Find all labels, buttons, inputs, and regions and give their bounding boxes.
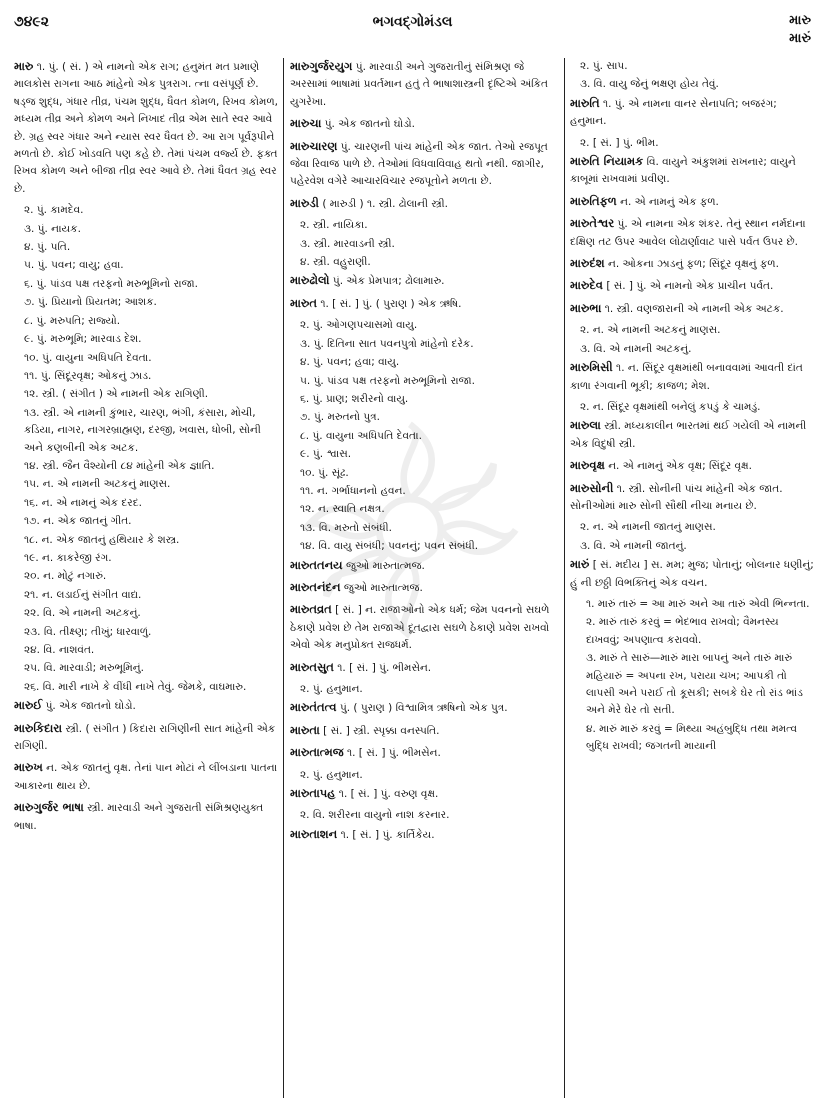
headword: મારુખ xyxy=(14,760,43,775)
definition-text: પું. એક જાતનો ઘોડો. xyxy=(324,118,415,131)
definition-text: પું. ( પુરાણ ) વિશ્વામિત્ર ઋષિનો એક પુત્ર. xyxy=(339,702,508,715)
dictionary-entry xyxy=(570,417,815,453)
sense-line: ૩. પું. નાયક. xyxy=(24,222,81,235)
definition-text: વિ. વાયુને અંકુશમાં રાખનાર; વાયુને કાબૂમાં રાખવામાં પ્રવીણ. xyxy=(570,156,796,186)
headword: મારુઈ xyxy=(14,698,43,713)
definition-text: [ સં. ] ન. રાજાઓનો એક ધર્મ; જેમ પવનનો સઘળે ઠેકાણે પ્રવેશ છે તેમ રાજાએ દૂતદ્વારા સઘળે ઠેકાણે પ્રવેશ રાખવો એવો એક મનુપ્રોક્ત રાજધર્મ. xyxy=(290,604,550,652)
sense-line: ૧૦. પું. સૂંઢ. xyxy=(300,466,349,479)
headword: મારુતાપહ xyxy=(290,786,336,801)
column-2 xyxy=(290,58,560,1102)
sense-line: ૧૩. વિ. મરુતો સંબંધી. xyxy=(300,521,393,534)
definition-text: ૧. [ સં. ] પું. વરુણ વૃક્ષ. xyxy=(338,788,439,801)
sense-line: ૧૩. સ્ત્રી. એ નામની કુંભાર, ચારણ, ભંગી, કંસારા, મોચી, કડિયા, નાગર, નાગરબ્રાહ્મણ, દરજી, ખવાસ, ધોબી, સોની અને કણબીની એક અટક. xyxy=(24,406,261,454)
sense-line: ૪. પું. પવન; હવા; વાયુ. xyxy=(300,356,400,369)
sense-line: ૩. વિ. એ નામની જાતનું. xyxy=(580,539,687,552)
headword: મારુતિફળ xyxy=(570,193,617,208)
definition-text: સ્ત્રી. ( સંગીત ) કિદારા રાગિણીની સાત માંહેની એક રાગિણી. xyxy=(14,722,276,753)
definition-text: ૧. [ સં. ] પું. ભીમસેન. xyxy=(337,661,432,674)
definition-text: [ સં. મદીય ] સ. મમ; મુજ; પોતાનું; બોલનાર ધણીનું; હું ની છઠ્ઠી વિભક્તિનું એક વચન. xyxy=(570,559,814,589)
dictionary-entry xyxy=(290,579,560,597)
dictionary-entry xyxy=(570,457,815,475)
definition-text: ૧. [ સં. ] પું. કાર્તિકેય. xyxy=(340,828,435,841)
sense-line: ૨૨. વિ. એ નામની અટકનું. xyxy=(24,607,141,620)
dictionary-entry xyxy=(290,557,560,575)
dictionary-entry xyxy=(570,95,815,131)
sense-line: ૨૩. વિ. તીક્ષ્ણ; તીખું; ધારવાળું. xyxy=(24,625,152,638)
sense-line: ૨. પું. હનુમાન. xyxy=(300,683,363,695)
dictionary-entry xyxy=(570,359,815,395)
definition-text: સ્ત્રી. મારવાડી અને ગુજરાતી સંમિશ્રણયુક્ત ભાષા. xyxy=(14,802,264,832)
definition-text: પું. એ નામના એક શંકર. તેનું સ્થાન નર્મદાના દક્ષિણ તટ ઉપર આવેલ લોઢાર્ણાવાટ પાસે પર્વત ઉપર છે. xyxy=(570,218,806,248)
sense-line: ૧૪. સ્ત્રી. જૈન વૈશ્યોની ૮૪ માંહેની એક જ્ઞાતિ. xyxy=(24,459,215,472)
headword: મારુતિ xyxy=(570,95,600,110)
headword: મારુલા xyxy=(570,418,601,433)
headword: મારુગુર્જરયુગ xyxy=(290,59,353,73)
dictionary-entry xyxy=(570,556,815,592)
dictionary-entry xyxy=(570,153,815,189)
dictionary-entry xyxy=(570,480,815,516)
headword: મારુવૃક્ષ xyxy=(570,458,605,473)
page-header xyxy=(14,8,811,56)
sense-line: ૨. પું. હનુમાન. xyxy=(300,768,363,781)
sense-line: ૨. પું. સાપ. xyxy=(580,60,628,72)
dictionary-entry xyxy=(14,799,278,835)
headword: મારુતનંદન xyxy=(290,579,341,594)
column-3 xyxy=(570,58,815,1102)
definition-text: ૧. સ્ત્રી. સોનીની પાંચ માંહેની એક જાત. સોનીઓમાં મારુ સોની સૌથી નીચા મનાય છે. xyxy=(570,482,783,512)
sense-line: ૪. પું. પતિ. xyxy=(24,241,71,254)
dictionary-entry xyxy=(290,699,560,717)
sense-line: ૨૧. ન. લડાઈનું સંગીત વાદ્ય. xyxy=(24,588,142,601)
page-number: ૭૪૯૨ xyxy=(14,14,49,30)
headword: મારુત xyxy=(290,295,317,310)
sense-line: ૨. ન. એ નામની જાતનું માણસ. xyxy=(580,521,716,534)
page-title: ભગવદ્ગોમંડલ xyxy=(372,14,453,30)
sense-line: ૧૬. ન. એ નામનું એક દરદ. xyxy=(24,496,142,509)
sense-line: ૨. પું. ઓગણપચાસમો વાયુ. xyxy=(300,319,418,332)
dictionary-entry xyxy=(14,58,278,198)
sense-line: ૯. પું. મરુભૂમિ; મારવાડ દેશ. xyxy=(24,333,142,346)
headword: મારુમિસી xyxy=(570,360,613,375)
sense-line: ૨. વિ. શરીરના વાયુનો નાશ કરનાર. xyxy=(300,809,450,822)
definition-text: ૧. સ્ત્રી. વણજારાની એ નામની એક અટક. xyxy=(604,302,784,315)
sense-line: ૩. પું. દિતિના સાત પવનપુત્રો માંહેનો દરેક. xyxy=(300,337,474,350)
sense-line: ૩. સ્ત્રી. મારવાડની સ્ત્રી. xyxy=(300,237,395,250)
sense-line: ૧૧. પું. સિંદૂરવૃક્ષ; ઓકનું ઝાડ. xyxy=(24,369,152,382)
sense-line: ૧૮. ન. એક જાતનું હથિયાર કે શસ્ત્ર. xyxy=(24,533,180,546)
sense-line: ૭. પું. મરુતનો પુત્ર. xyxy=(300,411,380,424)
sense-line: ૭. પું. પ્રિયાનો પ્રિયતમ; આશક. xyxy=(24,296,157,309)
headword: મારુતાત્મજ xyxy=(290,745,344,760)
sense-line: ૮. પું. વાયુના અધિપતિ દેવતા. xyxy=(300,429,422,442)
dictionary-entry xyxy=(290,659,560,677)
headword: મારુ xyxy=(14,59,34,73)
usage-note: ૪. મારું મારું કરવું = મિથ્યા અહંબુદ્ધિ તથા મમત્વ બુદ્ધિ રાખવી; જગતની માયાની xyxy=(586,722,798,753)
sense-line: ૨. [ સં. ] પું. ભીમ. xyxy=(580,136,659,149)
dictionary-entry xyxy=(290,138,560,191)
definition-text: પું. મારવાડી અને ગુજરાતીનું સંમિશ્રણ જે અરસામાં ભાષામાં પ્રવર્તમાન હતું તે ભાષાશાસ્ત્રની દૃષ્ટિએ અંકિત યુગરેખા. xyxy=(290,61,548,108)
sense-line: ૫. પું. પવન; વાયુ; હવા. xyxy=(24,259,124,272)
definition-text: ૧. [ સં. ] પું. ( પુરાણ ) એક ઋષિ. xyxy=(320,297,462,310)
sense-line: ૧૦. પું. વાયુના અધિપતિ દેવતા. xyxy=(24,351,152,364)
dictionary-entry xyxy=(290,785,560,803)
sense-line: ૧૨. ન. સ્વાતિ નક્ષત્ર. xyxy=(300,503,385,516)
sense-line: ૩. વિ. એ નામની અટકનું. xyxy=(580,342,692,355)
sense-line: ૨. ન. સિંદૂર વૃક્ષમાંથી બનેલું કપડું કે ચામડું. xyxy=(580,400,761,413)
dictionary-entry xyxy=(290,601,560,654)
dictionary-entry xyxy=(290,272,560,290)
definition-text: [ સં. ] પું. એ નામનો એક પ્રાચીન પર્વત. xyxy=(606,280,774,293)
dictionary-entry xyxy=(570,215,815,251)
sense-line: ૯. પું. શ્વાસ. xyxy=(300,448,352,461)
dictionary-entry xyxy=(290,295,560,313)
guide-word-last: મારું xyxy=(789,31,811,46)
headword: મારુઢોલો xyxy=(290,273,330,288)
sense-line: ૫. પું. પાંડવ પક્ષ તરફનો મરુભૂમિનો રાજા. xyxy=(300,374,475,387)
sense-line: ૧૧. ન. ગર્ભાધાનનો હવન. xyxy=(300,484,406,497)
sense-line: ૨૫. વિ. મારવાડી; મરુભૂમિનું. xyxy=(24,662,144,675)
definition-text: ન. એ નામનું એક ફળ. xyxy=(620,195,719,208)
headword: મારુચા xyxy=(290,116,322,131)
definition-text: ૧. પું. એ નામના વાનર સેનાપતિ; બજરંગ; હનુમાન. xyxy=(570,97,777,128)
dictionary-entry xyxy=(14,697,278,715)
dictionary-entry xyxy=(290,115,560,133)
definition-text: જુઓ મારુતાત્મજ. xyxy=(343,581,423,594)
definition-text: [ સં. ] સ્ત્રી. સ્પૃક્કા વનસ્પતિ. xyxy=(323,724,440,737)
headword: મારુતંતત્વ xyxy=(290,700,337,715)
usage-note: ૧. મારું તારું = આ મારું અને આ તારું એવી ભિન્નતા. xyxy=(586,597,810,610)
definition-text: ૧. ન. સિંદૂર વૃક્ષમાંથી બનાવવામાં આવતી દાંત કાળા રંગવાની ભૂકી; કાજળ; મેશ. xyxy=(570,362,803,392)
column-divider xyxy=(283,58,284,1098)
definition-text: ૧. [ સં. ] પું. ભીમસેન. xyxy=(346,747,441,760)
headword: મારુસોની xyxy=(570,480,614,495)
definition-text: જુઓ મારુતાત્મજ. xyxy=(345,559,425,572)
headword: મારુતતનય xyxy=(290,557,343,572)
headword: મારુતસુત xyxy=(290,659,334,674)
headword: મારુતા xyxy=(290,722,320,737)
sense-line: ૧૭. ન. એક જાતનું ગીત. xyxy=(24,515,132,528)
headword: મારુતેશ્વર xyxy=(570,216,615,231)
sense-line: ૧૯. ન. કાકરેજી રંગ. xyxy=(24,551,112,564)
dictionary-entry xyxy=(570,255,815,273)
sense-line: ૨૬. વિ. મારી નાખે કે વીંધી નાખે તેવું. જેમકે, વાઘમારુ. xyxy=(24,680,247,693)
guide-words xyxy=(789,12,811,48)
column-1 xyxy=(14,58,278,1102)
dictionary-entry xyxy=(290,195,560,213)
dictionary-entry xyxy=(14,720,278,756)
sense-line: ૪. સ્ત્રી. વહુરાણી. xyxy=(300,256,371,269)
headword: મારુદેવ xyxy=(570,278,603,293)
sense-line: ૧૪. વિ. વાયુ સંબંધી; પવનનું; પવન સંબંધી. xyxy=(300,540,479,553)
dictionary-entry xyxy=(570,300,815,318)
usage-note: ૨. મારું તારું કરવું = ભેદભાવ રાખવો; વૈમનસ્ય દાખવવું; અપણાત્વ કરાવવો. xyxy=(586,616,779,646)
dictionary-entry xyxy=(570,193,815,211)
headword: મારુતાશન xyxy=(290,826,338,841)
definition-text: ( મારુડી ) ૧. સ્ત્રી. ઢોલાની સ્ત્રી. xyxy=(322,197,449,210)
headword: મારુકિદારા xyxy=(14,720,63,735)
definition-text: ન. ઓકના ઝાડનું ફળ; સિંદૂર વૃક્ષનું ફળ. xyxy=(608,258,779,271)
dictionary-entry xyxy=(290,826,560,844)
definition-text: પું. એક પ્રેમપાત્ર; ઢોલામારુ. xyxy=(332,275,445,288)
headword: મારુડી xyxy=(290,195,319,210)
sense-line: ૮. પું. મરુપતિ; રાજ્યો. xyxy=(24,314,121,327)
sense-line: ૬. પું. પાંડવ પક્ષ તરફનો મરુભૂમિનો રાજા. xyxy=(24,277,198,290)
headword: મારું xyxy=(570,557,590,572)
guide-word-first: મારુ xyxy=(789,13,811,28)
headword: મારુગુર્જર ભાષા xyxy=(14,800,84,815)
headword: મારુદંશ xyxy=(570,256,605,271)
usage-note: ૩. મારું તે સારું—મારું મારા બાપનું અને તારું મારું મહિયારું = અપના રખ, પરાયા ચખ; આપકી તો લાપસી અને પરાઈ તો કૂસકી; સબકે ઘેર તો રાંડ ભાંડ અને મેરે ઘેર તો સતી. xyxy=(586,652,803,717)
dictionary-entry xyxy=(570,277,815,295)
entry-columns xyxy=(14,58,814,1102)
sense-line: ૧૨. સ્ત્રી. ( સંગીત ) એ નામની એક રાગિણી. xyxy=(24,388,209,401)
headword: મારુભા xyxy=(570,300,602,315)
sense-line: ૨. ન. એ નામની અટકનું માણસ. xyxy=(580,324,721,337)
headword: મારુચારણ xyxy=(290,138,338,153)
sense-line: ૨. પું. કામદેવ. xyxy=(24,204,84,217)
sense-line: ૨. સ્ત્રી. નાયિકા. xyxy=(300,219,368,232)
dictionary-entry xyxy=(290,722,560,740)
sense-line: ૧૫. ન. એ નામની અટકનું માણસ. xyxy=(24,478,171,491)
definition-text: ન. એ નામનું એક વૃક્ષ; સિંદૂર વૃક્ષ. xyxy=(608,460,752,473)
definition-text: ન. એક જાતનું વૃક્ષ. તેનાં પાન મોટાં ને લીંબડાના પાતના આકારના થાય છે. xyxy=(14,762,278,792)
column-divider xyxy=(564,58,565,1098)
headword: મારુતવ્રત xyxy=(290,602,332,617)
sense-line: ૩. વિ. વાયુ જેનું ભક્ષણ હોય તેવું. xyxy=(580,78,719,91)
definition-text: ૧. પું. ( સં. ) એ નામનો એક રાગ; હનુમંત મત પ્રમાણે માલકોસ રાગના આઠ માંહેનો એક પુત્રરાગ. ત્ના વસંપૂર્ણ છે. ષડ્જ શુદ્ધ, ગંધાર તીવ્ર, પંચમ શુદ્ધ, ધૈવત કોમળ, રિખવ કોમળ, મધ્યમ તીવ્ર અને કોમળ અને નિખાદ તીવ્ર એમ સાતે સ્વર આવે છે. ગ્રહ સ્વર ગંધાર અને ન્યાસ સ્વર ધૈવત છે. આ રાગ પૂર્વરૂપીને મળતો છે. કોઈ ખોડવતિ પણ કહે છે. તેમાં પંચમ વર્જ્ય છે. ફક્ત રિખવ કોમળ અને બીજા તીવ્ર સ્વર આવે છે. તેમાં ધૈવત ગ્રહ સ્વર છે. xyxy=(14,61,278,195)
sense-line: ૨૦. ન. મોટું નગારું. xyxy=(24,570,107,583)
definition-text: પું. એક જાતનો ઘોડો. xyxy=(45,700,136,713)
dictionary-entry xyxy=(290,744,560,762)
sense-line: ૨૪. વિ. નાશવંત. xyxy=(24,644,95,656)
definition-text: પું. ચારણની પાંચ માંહેની એક જાત. તેઓ રજપૂત જેવા રિવાજ પાળે છે. તેઓમાં વિધવાવિવાહ થતો નથી. જાગીર, પહેરવેશ વગેરે આચારવિચાર રજપૂતોને મળતા છે. xyxy=(290,140,548,188)
dictionary-entry xyxy=(290,58,560,111)
dictionary-entry xyxy=(14,759,278,795)
headword: મારુતિ નિયામક xyxy=(570,154,644,169)
sense-line: ૬. પું. પ્રાણ; શરીરનો વાયુ. xyxy=(300,392,409,405)
definition-text: સ્ત્રી. મધ્યકાલીન ભારતમાં થઈ ગયેલી એ નામની એક વિદુષી સ્ત્રી. xyxy=(570,420,807,450)
